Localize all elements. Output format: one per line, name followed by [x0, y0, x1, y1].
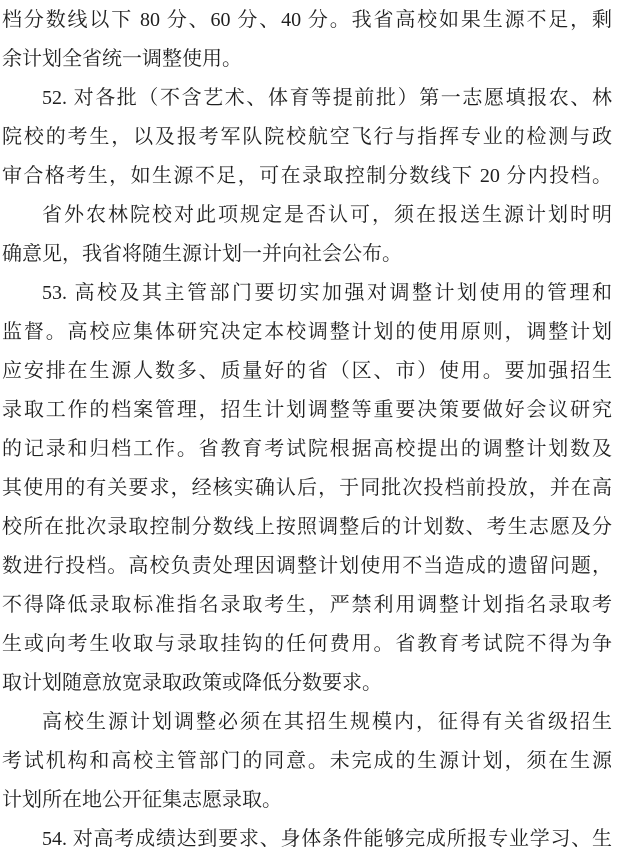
paragraph-continuation: [2, 1, 612, 79]
text-line: 省外农林院校对此项规定是否认可，须在报送生源计划时明: [42, 204, 612, 226]
paragraph-plan-adjust-note: [2, 703, 612, 820]
paragraph-54: [2, 820, 612, 859]
text-line: 53. 高校及其主管部门要切实加强对调整计划使用的管理和: [42, 282, 612, 304]
text-line: 高校生源计划调整必须在其招生规模内，征得有关省级招生: [42, 711, 612, 733]
text-line: 不得降低录取标准指名录取考生，严禁利用调整计划指名录取考: [2, 594, 612, 616]
text-line: 余计划全省统一调整使用。: [2, 48, 242, 70]
text-line: 生或向考生收取与录取挂钩的任何费用。省教育考试院不得为争: [2, 633, 612, 655]
text-line: 取计划随意放宽录取政策或降低分数要求。: [2, 672, 382, 694]
paragraph-52: [2, 79, 612, 196]
text-line: 计划所在地公开征集志愿录取。: [2, 789, 282, 811]
text-line: 监督。高校应集体研究决定本校调整计划的使用原则，调整计划: [2, 321, 612, 343]
text-line: 54. 对高考成绩达到要求、身体条件能够完成所报专业学习、生: [42, 828, 612, 850]
text-line: 52. 对各批（不含艺术、体育等提前批）第一志愿填报农、林: [42, 87, 612, 109]
paragraph-agri-forest-note: [2, 196, 612, 274]
text-line: 审合格考生，如生源不足，可在录取控制分数线下 20 分内投档。: [2, 165, 612, 187]
text-line: 应安排在生源人数多、质量好的省（区、市）使用。要加强招生: [2, 360, 612, 382]
text-line: 确意见，我省将随生源计划一并向社会公布。: [2, 243, 402, 265]
text-line: 的记录和归档工作。省教育考试院根据高校提出的调整计划数及: [2, 438, 612, 460]
text-line: 校所在批次录取控制分数线上按照调整后的计划数、考生志愿及分: [2, 516, 612, 538]
text-line: 其使用的有关要求，经核实确认后，于同批次投档前投放，并在高: [2, 477, 612, 499]
text-line: 院校的考生，以及报考军队院校航空飞行与指挥专业的检测与政: [2, 126, 612, 148]
paragraph-53: [2, 274, 612, 703]
text-line: 档分数线以下 80 分、60 分、40 分。我省高校如果生源不足，剩: [2, 9, 612, 31]
text-line: 考试机构和高校主管部门的同意。未完成的生源计划，须在生源: [2, 750, 612, 772]
text-line: 数进行投档。高校负责处理因调整计划使用不当造成的遗留问题，: [2, 555, 612, 577]
text-line: 录取工作的档案管理，招生计划调整等重要决策要做好会议研究: [2, 399, 612, 421]
